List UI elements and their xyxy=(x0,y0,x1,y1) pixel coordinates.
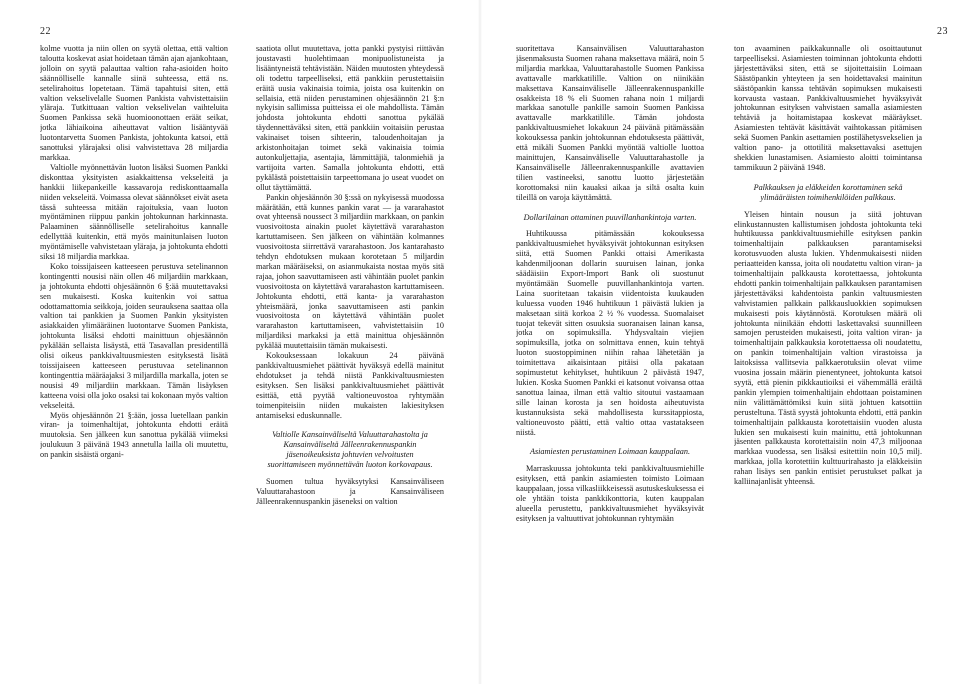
paragraph: Myös ohjesäännön 21 §:ään, jossa luetellaan pankin viran- ja toimenhaltijat, johtokunta ehdotti eräitä muutoksia. Sen jälkeen kun sanottua pykälää viimeksi joulukuun 3 päivänä 1943 annetulla lailla oli muutettu, on pankin sisäistä organi- xyxy=(40,410,228,460)
paragraph: ton avaaminen paikkakunnalle oli osoittautunut tarpeelliseksi. Asiamiesten toiminnan johtokunta ehdotti järjestettäväksi siten, että se sijoitettaisiin Loimaan Säästöpankin yhteyteen ja sen hoidettavaksi mainitun säästöpankin kanssa tehtävän sopimuksen mukaisesti korvausta vastaan. Pankkivaltuusmiehet hyväksyivät johtokunnan esityksen vahvistaen samalla asiamiesten tehtäviä ja hoitamistapaa koskevat määräykset. Asiamiesten tehtävät käsittävät vaihtokassan pitämisen sekä Suomen Pankin asettamien postilähetysvekselien ja valtion pano- ja ottotilitä maksettavaksi asettujen shekkien lunastamisen. Asiamiesto aloitti toimintansa tammikuun 2 päivänä 1948. xyxy=(734,44,922,172)
paragraph: Kokouksessaan lokakuun 24 päivänä pankkivaltuusmiehet päättivät hyväksyä edellä mainitut ehdotukset ja tehdä niistä Pankkivaltuusmiesten esityksen. Sen lisäksi pankkivaltuusmiehet päättivät esittää, että pyytää valtioneuvostoa ryhtymään toimenpiteisiin niiden mukaisten lakiesityksen antamiseksi eduskunnalle. xyxy=(256,351,444,420)
section-heading: Asiamiesten perustaminen Loimaan kauppalaan. xyxy=(529,447,691,457)
gutter-divider xyxy=(478,0,482,684)
section-heading: Valtiolle Kansainväliseltä Valuuttarahastolta ja Kansainväliseltä Jälleenrakennuspankin jäsenoikeuksista johtuvien velvoitusten suorittamiseen myönnettävän luoton korkovapaus. xyxy=(267,430,433,470)
paragraph: kolme vuotta ja niin ollen on syytä olettaa, että valtion taloutta koskevat asiat hoidetaan tämän ajan ajankohtaan, jolloin on syytä palauttaa valtion raha-asioiden hoito säännölliselle kannalle siinä suhteessa, että ns. setelirahoitus lopetetaan. Tämä tapahtuisi siten, että valtion vekselivelalle Suomen Pankista vahvistettaisiin yläraja. Tutkittuaan valtion vekselivelan vaihteluita Suomen Pankissa sekä huomioonottaen eräät seikat, jotka lähiaikoina aiheuttavat valtion lisääntyvää luotontarvetta Suomen Pankista, johtokunta katsoi, että sanottuksi ylärajaksi olisi vahvistettava 28 miljardia markkaa. xyxy=(40,44,228,162)
paragraph: Pankin ohjesäännön 30 §:ssä on nykyisessä muodossa määrätään, että kunnes pankin varat — ja vararahastot ovat yhteensä noussect 3 miljardiin markkaan, on pankin vuosivoitosta ainakin puolet käytettävä vararahaston kartuttamiseen. Sen jälkeen on vähintään kolmannes vuosivoitosta siirrettävä vararahastoon. Jos kantarahasto tehdyn ehdotuksen mukaan korotetaan 5 miljardin markan määräiseksi, on asianmukaista nostaa myös sitä rajaa, johon saavuttamiseen asti vähintään puolet pankin vuosivoitosta on käytettävä vararahaston kartuttamiseen. Johtokunta ehdotti, että kanta- ja vararahaston yhteismäärä, jonka saavuttamiseen asti pankin vuosivoitosta on käytettävä vähintään puolet vararahaston kartuttamiseen, vahvistettaisiin 10 miljardiksi markaksi ja että mainittua ohjesäännön pykälää muutettaisiin tämän mukaisesti. xyxy=(256,192,444,351)
section-heading: Palkkauksen ja eläkkeiden korottaminen sekä ylimääräisten toimihenkilöiden palkkaus. xyxy=(753,182,903,202)
paragraph: Suomen tultua hyväksytyksi Kansainväliseen Valuuttarahastoon ja Kansainväliseen Jälleenrakennuspankin jäseneksi on valtion xyxy=(256,477,444,506)
paragraph: Yleisen hintain nousun ja siitä johtuvan elinkustannusten kallistumisen johdosta johtokunta teki huhtikuussa pankkivaltuusmiehille esityksen pankin toimenhaltijain palkkauksen parantamiseksi korotusvuoden alusta lukien. Yhdenmukaisesti niiden periaatteiden kanssa, joita oli noudatettu valtion viran- ja toimenhaltijain palkkausta korotettaessa, johtokunta ehdotti pankin toimenhaltijain palkkauksen parantamisen järjestettäväksi kahdentoista pankin valtuusmiesten vahvistamien palkkain palkkausluokkien sopimuksen mukaisesti pois käytännöstä. Korotuksen määrä oli johtokunta niinikään ehdotti laskettavaksi suunnilleen samojen perusteiden mukaisesti, joita valtion viran- ja toimenhaltijain palkkauksia korotettaessa oli noudatettu, on pankin toimenhaltijain valtion virastoissa ja laitoksissa vallitsevia palkkaerotuksiin olevat viime vuosina jossain määrin pienentyneet, johtokunta katsoi syytä, että pienin pikkkautioiksi ei vähemmällä eräiltä pankin ylempien toimenhaltijain ehdottaan poistaminen niin välittämättömiksi kuin siitä johtuen katsottiin perusteltuna. Tästä syystä johtokunta ehdotti, että pankin toimenhaltijain palkkausta korotettaisiin vuoden alusta lukien sen mukaisesti kuin mainittu, että johtokunnan jäsenten palkkausta korotettaisiin noin 47,3 miljoonaa markkaa vuodessa, sen lisäksi esitettiin noin 10,5 milj. markkaa, jolla korotettiin kulttuurirahasto ja eläkkeisiin rahan lisäys sen pankin entisiet perustukset palkat ja kalliinajanlisät yhteensä. xyxy=(734,209,922,487)
page-number: 22 xyxy=(40,26,51,37)
right-page xyxy=(490,0,960,684)
paragraph: Koko toissijaiseen katteeseen perustuva setelinannon kontingentti nousisi näin ollen 46 miljardiin markkaan, ja johtokunta ehdotti ohjesäännön 6 §:ää muutettavaksi sen mukaisesti. Koska kuitenkin voi sattua odottamattomia seikkoja, joiden seurauksena saattaa olla valtion tai pankkien ja Suomen Pankin yksityisten asiakkaiden ylimääräinen luotontarve Suomen Pankista, johtokunta lisäksi ehdotti mainittuun ohjesäännön pykälään sellaista lisäystä, että Tasavallan presidentillä olisi oikeus pankkivaltuusmiesten esityksestä lisätä toissijaiseen katteeseen perustuvaa setelinannon kontingenttia määräajaksi 3 miljardilla markalla, joten se nousisi 49 miljardiin markkaan. Tämän lisäyksen katteena voisi olla joko osaksi tai kokonaan myös valtion vekseleitä. xyxy=(40,261,228,410)
section-heading: Dollarilainan ottaminen puuvillanhankintoja varten. xyxy=(523,212,697,222)
left-page xyxy=(0,0,470,684)
paragraph: Marraskuussa johtokunta teki pankkivaltuusmiehille esityksen, että pankin asiamiesten toimisto Loimaan kauppalaan, jossa vilkasliikkeisessä asutuskeskuksessa ei ole yhtään toista pankkikonttoria, kuten kauppalan alueella perustettu, pankkivaltuusmiehet hyväksyivät esityksen ja valtuuttivat johtokunnan ryhtymään xyxy=(516,464,704,523)
text-column-2 xyxy=(734,44,922,676)
page-number: 23 xyxy=(937,26,948,37)
paragraph: saatiota ollut muutettava, jotta pankki pystyisi riittävän joustavasti huolehtimaan monipuolistuneista ja lisääntyneistä tehtävistään. Näiden muutosten yhteydessä oli todettu tarpeelliseksi, että pankkiin perustettaisiin eräitä uusia vakinaisia toimia, joista osa kuitenkin on sellaisia, että niiden perustaminen ohjesäännön 21 §:n nykyisin sallimissa puitteissa ei ole mahdollista. Tämän johdosta johtokunta ehdotti sanottua pykälää täydennettäväksi siten, että pankkiin voitaisiin perustaa vakinaiset toisen sihteerin, taloudenhoitajan ja arkistonhoitajan toimet sekä vakinaisia toimia autonkuljettajia, asentajia, lämmittäjiä, talonmiehiä ja vartijoita varten. Samalla johtokunta ehdotti, että pykälästä poistettaisiin tarpeettomana jo useat vuodet on ollut täyttämättä. xyxy=(256,44,444,192)
text-column-1 xyxy=(516,44,704,676)
paragraph: suoritettava Kansainvälisen Valuuttarahaston jäsenmaksusta Suomen rahana maksettava määrä, noin 5 miljardia markkaa, Valuuttarahastolle Suomen Pankissa avattavalle markkatilille. Valtion on niinikään maksettava Kansainväliselle Jälleenrakennuspankille osakkeista 18 % eli Suomen rahana noin 1 miljardi markkaa sanotulle pankille samoin Suomen Pankissa avattavalle markkatilille. Tämän johdosta pankkivaltuusmiehet lokakuun 24 päivänä pitämässään kokouksessa pankin johtokunnan ehdotuksesta päättivät, että mikäli Suomen Pankki myöntää valtiolle luottoa mainittujen, Kansainväliselle Valuuttarahastolle ja Kansainväliselle Jälleenrakennuspankille avattavien tilien vastineeksi, sanottu luotto järjestetään korottomaksi niin kauaksi aikaa ja siltä osalta kuin tileillä on varoja käyttämättä. xyxy=(516,44,704,202)
text-column-1 xyxy=(40,44,228,676)
paragraph: Huhtikuussa pitämässään kokouksessa pankkivaltuusmiehet hyväksyivät johtokunnan esityksen siitä, että Suomen Pankki ottaisi Amerikasta kahdenmiljoonan dollarin suuruisen lainan, jonka säädäisiin Export-Import Bank oli suostunut myöntämään Suomelle puuvillanhankintoja varten. Laina suoritetaan takaisin viidentoista kuukauden kuluessa vuoden 1946 huhtikuun 1 päivästä lukien ja maksetaan siitä korkoa 2 ½ % vuodessa. Suomalaiset tuojat tekevät sitten osuuksia suoranaisen lainan kansa, jotka on sopimuksilla. Yhdysvaltain viejien sopimuksilla, jotka on solmittava ennen, kuin tehtyä luoton suostoppiminen niihin rahaa lähetetään ja toimitettava aikaisintaan pitäisi olla pakataan sopimustetut kehitykset, huhtikuun 2 päivästä 1947, lukien. Koska Suomen Pankki ei katsonut voivansa ottaa sanottua lainaa, ilman että valtio sitoutui vastaamaan sille lainan korosta ja sen hoidosta aiheutuvista kustannuksista sekä mahdollisesta kurssitappiosta, valtioneuvosto päätti, että valtio ottaa vastatakseen niistä. xyxy=(516,229,704,437)
paragraph: Valtiolle myönnettävän luoton lisäksi Suomen Pankki diskonttaa yksityisten asiakkaittensa vekseleitä ja hankkii liikepankeille kassavaroja rediskonttaamalla niiden vekseleitä. Voimassa olevat säännökset eivät aseta tässä suhteessa mitään rajoituksia, vaan luoton myöntäminen riippuu pankin johtokunnan harkinnasta. Palaaminen säännölliselle setelirahoitus kannalle edellyttää kuitenkin, että myös mainitunlaisen luoton myöntämiselle vahvistetaan yläraja, ja johtokunta ehdotti siksi 18 miljardia markkaa. xyxy=(40,162,228,262)
text-column-2 xyxy=(256,44,444,676)
